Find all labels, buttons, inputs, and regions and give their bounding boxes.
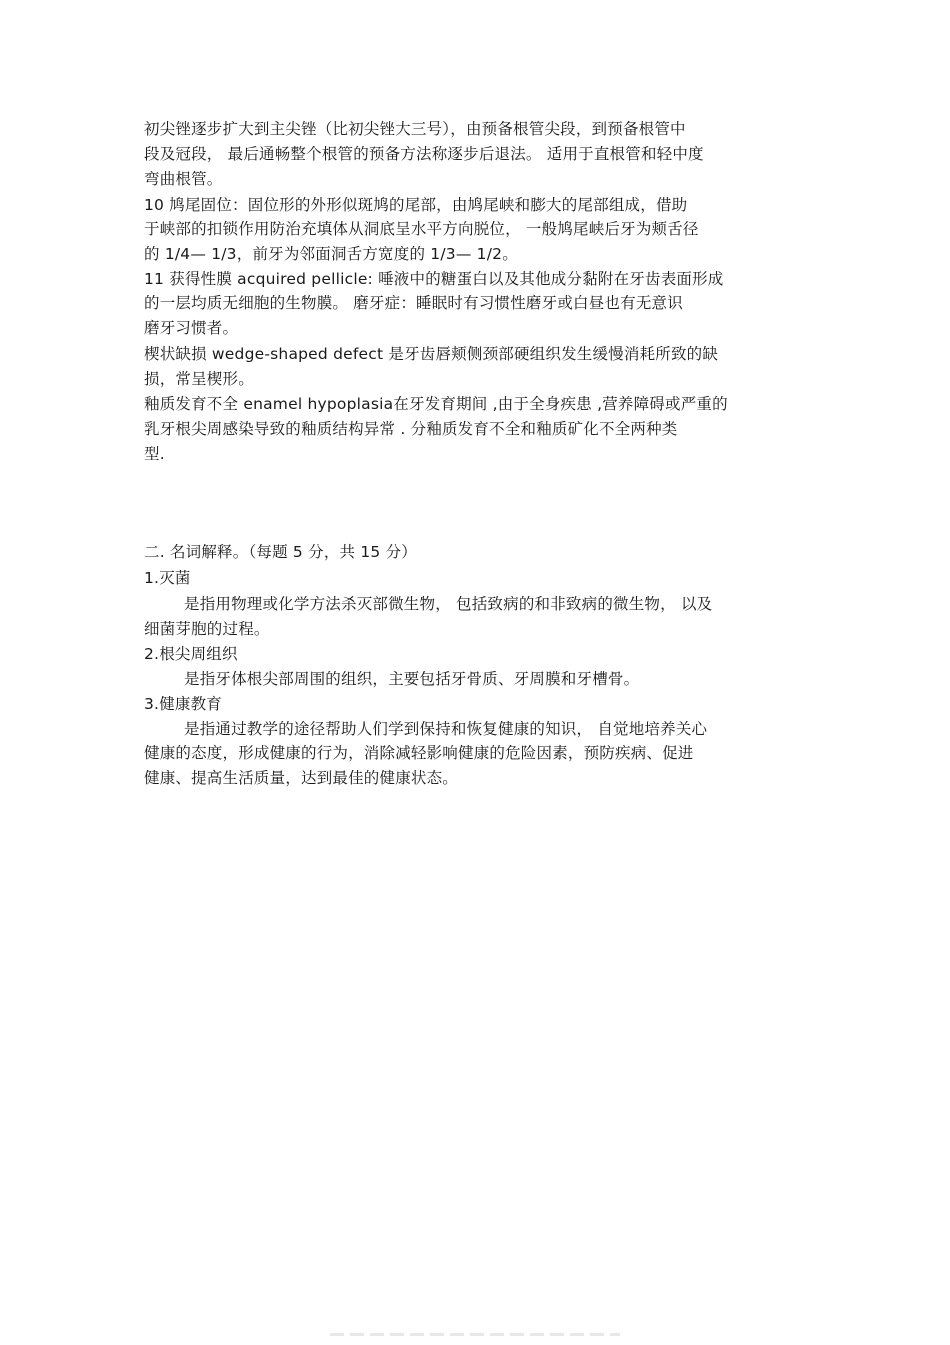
term-definition-line: 是指用物理或化学方法杀灭部微生物， 包括致病的和非致病的微生物， 以及 bbox=[184, 595, 713, 613]
text-line: 初尖锉逐步扩大到主尖锉（比初尖锉大三号），由预备根管尖段，到预备根管中 bbox=[144, 120, 686, 138]
text-line: 的一层均质无细胞的生物膜。 磨牙症：睡眠时有习惯性磨牙或白昼也有无意识 bbox=[144, 294, 683, 312]
text-line: 弯曲根管。 bbox=[144, 170, 223, 188]
term-title: 3.健康教育 bbox=[144, 695, 222, 713]
section-heading: 二. 名词解释。（每题 5 分，共 15 分） bbox=[144, 543, 417, 561]
term-definition-line: 健康的态度，形成健康的行为，消除减轻影响健康的危险因素，预防疾病、促进 bbox=[144, 744, 694, 762]
text-line: 乳牙根尖周感染导致的釉质结构异常 . 分釉质发育不全和釉质矿化不全两种类 bbox=[144, 420, 678, 438]
term-title: 2.根尖周组织 bbox=[144, 645, 238, 663]
text-line: 于峡部的扣锁作用防治充填体从洞底呈水平方向脱位， 一般鸠尾峡后牙为颊舌径 bbox=[144, 220, 699, 238]
text-line: 10 鸠尾固位：固位形的外形似斑鸠的尾部，由鸠尾峡和膨大的尾部组成，借助 bbox=[144, 196, 688, 214]
term-definition-line: 细菌芽胞的过程。 bbox=[144, 620, 270, 638]
text-line: 损，常呈楔形。 bbox=[144, 370, 254, 388]
term-definition-line: 是指牙体根尖部周围的组织，主要包括牙骨质、牙周膜和牙槽骨。 bbox=[184, 670, 640, 688]
text-line: 楔状缺损 wedge-shaped defect 是牙齿唇颊侧颈部硬组织发生缓慢消耗所致的缺 bbox=[144, 345, 719, 363]
text-line: 釉质发育不全 enamel hypoplasia在牙发育期间 ,由于全身疾患 ,营养障碍或严重的 bbox=[144, 395, 728, 413]
text-line: 型. bbox=[144, 445, 165, 463]
text-line: 的 1/4— 1/3，前牙为邻面洞舌方宽度的 1/3— 1/2。 bbox=[144, 245, 518, 263]
text-line: 11 获得性膜 acquired pellicle: 唾液中的糖蛋白以及其他成分黏附在牙齿表面形成 bbox=[144, 270, 724, 288]
term-title: 1.灭菌 bbox=[144, 569, 191, 587]
term-definition-line: 健康、提高生活质量，达到最佳的健康状态。 bbox=[144, 769, 459, 787]
faint-footer-mark bbox=[330, 1333, 620, 1336]
term-definition-line: 是指通过教学的途径帮助人们学到保持和恢复健康的知识， 自觉地培养关心 bbox=[184, 720, 708, 738]
text-line: 段及冠段， 最后通畅整个根管的预备方法称逐步后退法。 适用于直根管和轻中度 bbox=[144, 145, 704, 163]
text-line: 磨牙习惯者。 bbox=[144, 319, 239, 337]
